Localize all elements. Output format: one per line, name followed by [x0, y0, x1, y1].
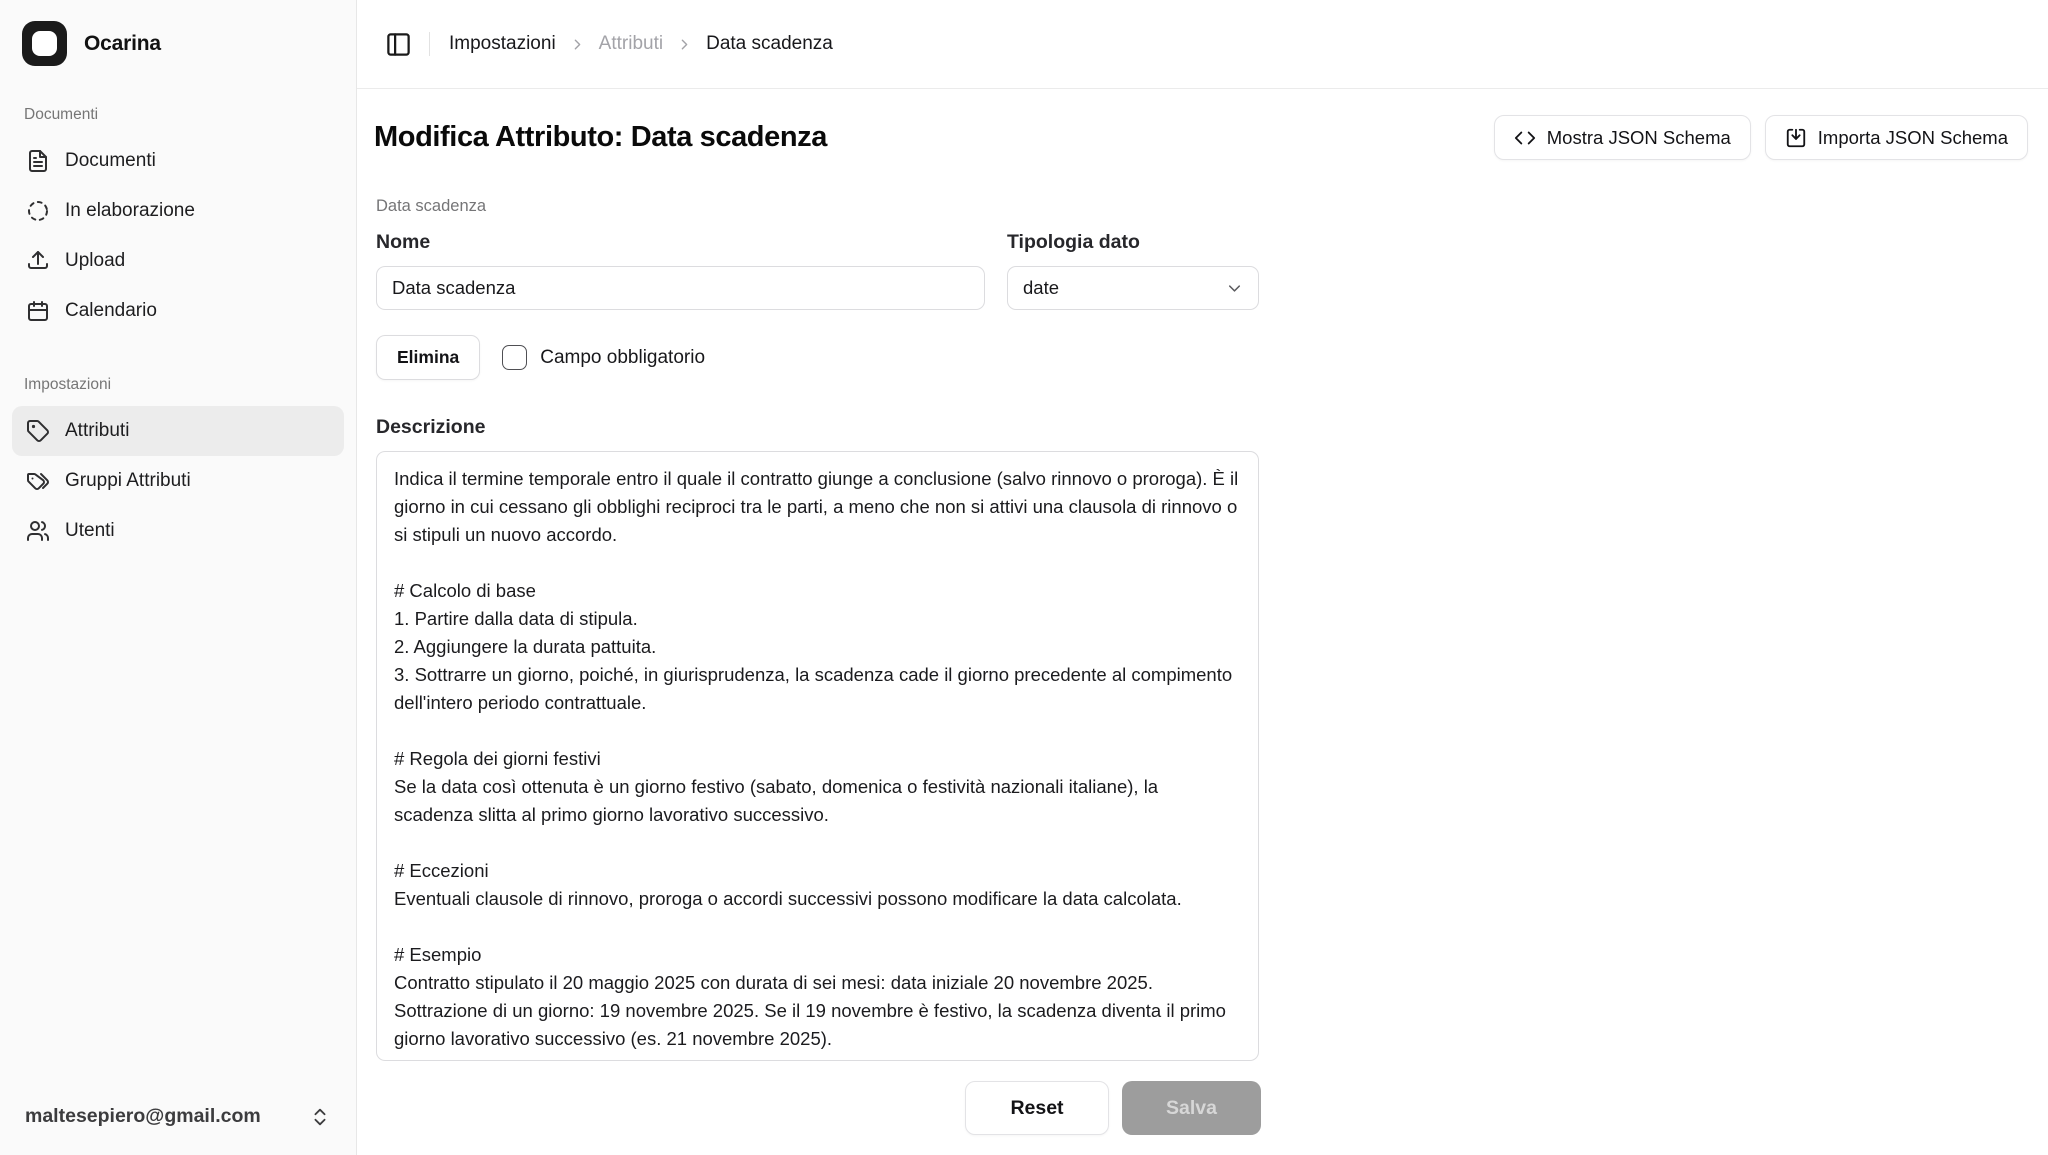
sidebar-item-upload[interactable] — [12, 236, 344, 286]
delete-button[interactable]: Elimina — [376, 335, 480, 380]
sidebar-item-calendario[interactable] — [12, 286, 344, 336]
tag-icon — [26, 419, 50, 443]
user-email: maltesepiero@gmail.com — [25, 1105, 261, 1127]
delete-required-row — [376, 335, 1259, 380]
save-button[interactable]: Salva — [1122, 1081, 1261, 1135]
import-icon — [1785, 127, 1807, 149]
sidebar-nav — [0, 66, 356, 556]
name-type-row — [376, 231, 1259, 310]
description-label: Descrizione — [376, 416, 486, 438]
sidebar-item-utenti[interactable] — [12, 506, 344, 556]
panel-left-icon — [385, 31, 412, 58]
description-textarea[interactable] — [376, 451, 1259, 1061]
page-content — [357, 89, 2048, 1155]
topbar — [357, 0, 2048, 89]
topbar-divider — [429, 32, 430, 56]
page-actions — [1494, 115, 2028, 160]
sidebar-item-label: Documenti — [65, 150, 156, 171]
sidebar-section-documenti: Documenti — [24, 106, 99, 123]
dashed-circle-icon — [26, 199, 50, 223]
sidebar-item-label: In elaborazione — [65, 200, 195, 221]
sidebar-item-in-elaborazione[interactable] — [12, 186, 344, 236]
chevrons-up-down-icon — [309, 1106, 331, 1128]
sidebar-item-label: Calendario — [65, 300, 157, 321]
main-area — [357, 0, 2048, 1155]
account-menu[interactable] — [0, 1105, 356, 1155]
required-checkbox[interactable] — [502, 345, 527, 370]
ocarina-logo-icon — [22, 21, 67, 66]
required-checkbox-label: Campo obbligatorio — [540, 346, 706, 368]
sidebar-item-label: Attributi — [65, 420, 130, 441]
import-json-schema-button[interactable]: Importa JSON Schema — [1765, 115, 2028, 160]
users-icon — [26, 519, 50, 543]
sidebar-item-attributi[interactable] — [12, 406, 344, 456]
reset-button[interactable]: Reset — [965, 1081, 1109, 1135]
breadcrumb — [449, 33, 833, 55]
sidebar-item-documenti[interactable] — [12, 136, 344, 186]
sidebar-item-gruppi-attributi[interactable] — [12, 456, 344, 506]
document-icon — [26, 149, 50, 173]
sidebar-section-impostazioni: Impostazioni — [24, 376, 112, 393]
show-json-schema-button[interactable]: Mostra JSON Schema — [1494, 115, 1751, 160]
type-select-value: date — [1023, 277, 1060, 298]
tags-icon — [26, 469, 50, 493]
breadcrumb-current: Data scadenza — [706, 33, 833, 54]
sidebar-item-label: Upload — [65, 250, 126, 271]
chevron-right-icon — [676, 36, 693, 53]
breadcrumb-attributi[interactable]: Attributi — [598, 33, 664, 54]
brand — [0, 0, 356, 66]
name-label: Nome — [376, 231, 431, 253]
sidebar-item-label: Utenti — [65, 520, 115, 541]
page-header — [374, 115, 2028, 160]
attribute-group-label: Data scadenza — [376, 197, 487, 215]
sidebar — [0, 0, 357, 1155]
brand-name: Ocarina — [84, 31, 161, 55]
name-input[interactable] — [376, 266, 985, 310]
calendar-icon — [26, 299, 50, 323]
chevron-down-icon — [1225, 279, 1244, 298]
attribute-form — [376, 197, 1259, 1135]
code-icon — [1514, 127, 1536, 149]
type-select[interactable] — [1007, 266, 1259, 310]
type-label: Tipologia dato — [1007, 231, 1140, 253]
sidebar-toggle-button[interactable] — [385, 31, 412, 58]
form-footer — [378, 1081, 1261, 1135]
page-title: Modifica Attributo: Data scadenza — [374, 121, 827, 153]
upload-icon — [26, 249, 50, 273]
sidebar-item-label: Gruppi Attributi — [65, 470, 191, 491]
chevron-right-icon — [569, 36, 586, 53]
breadcrumb-impostazioni[interactable]: Impostazioni — [449, 33, 556, 54]
